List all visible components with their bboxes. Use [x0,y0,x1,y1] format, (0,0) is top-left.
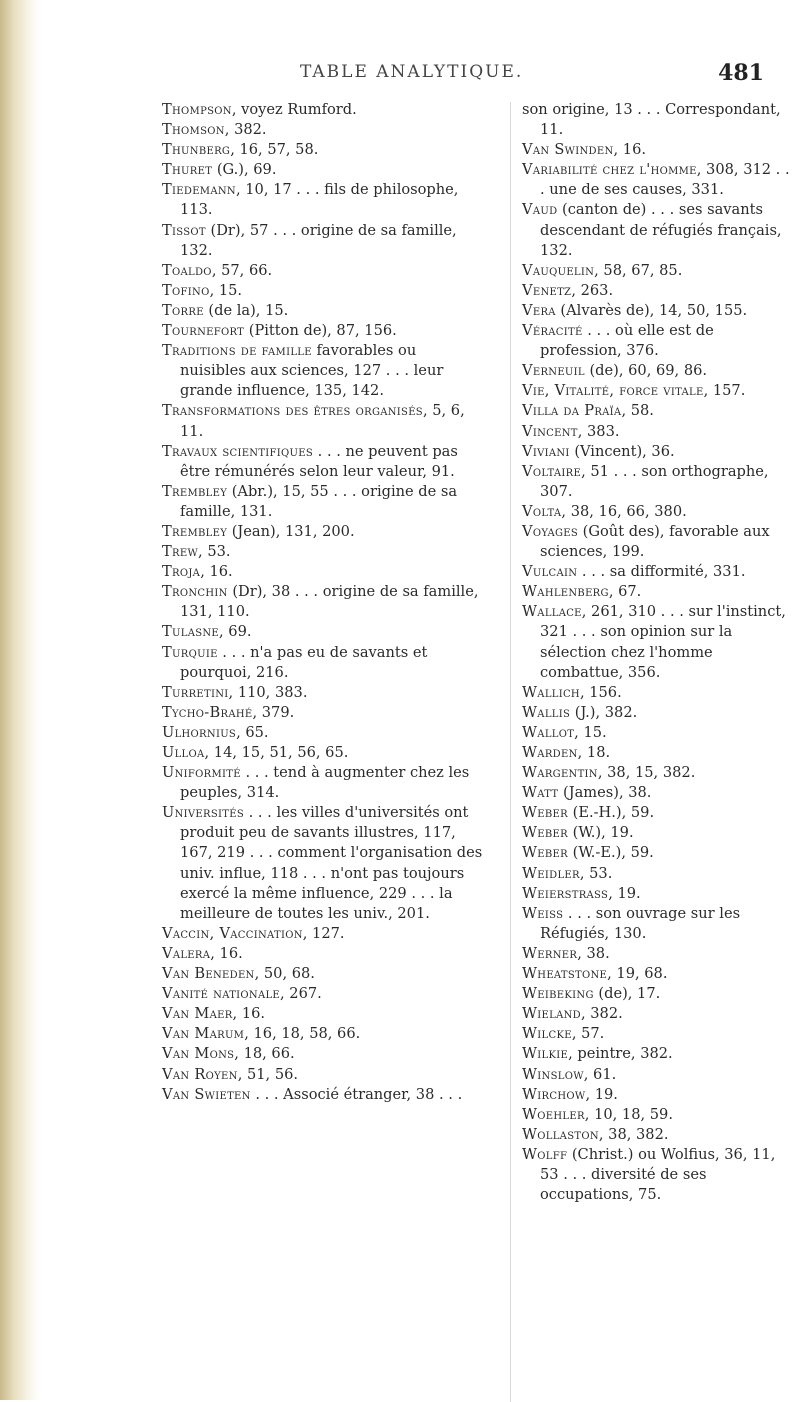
entry-heading: Tournefort [162,322,245,340]
index-entry [522,422,794,442]
entry-heading: Universités [162,804,244,822]
index-entry [522,884,794,904]
index-entry [162,281,484,301]
entry-references: . . . Associé étranger, 38 . . . [250,1085,463,1103]
entry-references: , voyez Rumford. [231,101,357,118]
index-entry [162,341,484,401]
entry-references: . . . tend à augmenter chez les peuples, 314. [180,764,470,802]
index-entry [522,843,794,863]
index-entry [522,1125,794,1145]
entry-references: (Jean), 131, 200. [227,522,355,540]
entry-heading: Vulcain [522,563,578,581]
index-entry [162,1024,484,1044]
index-entry [162,803,484,924]
entry-heading: Thomson [162,121,225,139]
entry-references: (Dr), 57 . . . origine de sa famille, 132. [180,221,457,259]
entry-references: , 16, 18, 58, 66. [244,1025,361,1043]
index-entry [522,502,794,522]
entry-heading: Van Maer [162,1005,233,1023]
entry-references: , 10, 17 . . . fils de philosophe, 113. [180,181,459,219]
index-entry [522,743,794,763]
index-entry [522,1044,794,1064]
entry-references: (J.), 382. [570,703,638,721]
index-entry [162,180,484,220]
index-entry [162,703,484,723]
index-entry [162,120,484,140]
entry-heading: Watt [522,784,559,802]
index-entry [522,964,794,984]
entry-references: , 382. [224,121,267,139]
entry-references: , 50, 68. [254,965,315,983]
entry-references: (de), 17. [593,985,661,1003]
index-entry [522,401,794,421]
entry-references: (E.-H.), 59. [567,804,655,822]
entry-heading: Transformations des êtres organisés [162,402,423,420]
entry-references: . . . où elle est de profession, 376. [540,322,714,360]
index-entry [522,1145,794,1205]
index-entry [522,1024,794,1044]
entry-references: , 69. [219,623,252,641]
entry-heading: Torre [162,301,204,319]
entry-references: , 383. [577,422,620,440]
index-entry [522,140,794,160]
entry-heading: Toaldo [162,261,212,279]
entry-heading: Wallis [522,703,571,721]
entry-heading: Wieland [522,1005,581,1023]
index-entry [522,381,794,401]
entry-heading: Tissot [162,221,206,239]
index-entry [162,301,484,321]
entry-heading: Wollaston [522,1125,599,1143]
entry-heading: Wilkie [522,1045,569,1063]
entry-references: (canton de) . . . ses savants descendant de réfugiés français, 132. [540,201,782,259]
entry-heading: Tulasne [162,623,220,641]
entry-references: , 53. [579,864,613,882]
index-entry [522,100,794,140]
index-entry [162,442,484,482]
entry-references: (James), 38. [558,784,652,802]
entry-heading: Venetz [522,281,572,299]
index-entry [522,783,794,803]
entry-references: , 16. [613,141,646,159]
entry-heading: Trembley [162,522,228,540]
entry-references: (Alvarès de), 14, 50, 155. [555,301,748,319]
entry-heading: Vie, Vitalité, force vitale [522,382,704,400]
index-entry [162,763,484,803]
entry-heading: Viviani [522,442,570,460]
entry-heading: Vincent [522,422,578,440]
entry-references: . . . n'a pas eu de savants et pourquoi, 216. [180,643,428,681]
index-column-right [522,100,794,1205]
entry-references: , 57, 66. [211,261,273,279]
entry-heading: Traditions de famille [162,342,312,360]
index-entry [522,864,794,884]
index-entry [522,1105,794,1125]
entry-references: (de la), 15. [203,301,289,319]
entry-heading: Voyages [522,522,579,540]
entry-heading: Tiedemann [162,181,236,199]
index-entry [162,542,484,562]
entry-references: , 5, 6, 11. [180,402,465,440]
index-entry [522,321,794,361]
entry-references: (de), 60, 69, 86. [584,362,708,380]
index-entry [162,1085,484,1105]
entry-heading: Ulhornius [162,723,237,741]
index-entry [162,321,484,341]
entry-references: , 15. [209,281,243,299]
index-entry [522,200,794,260]
entry-references: (W.), 19. [567,824,634,842]
entry-heading: Weber [522,844,568,862]
entry-heading: Wargentin [522,764,598,782]
entry-references: , 57. [571,1025,605,1043]
entry-references: , 38, 15, 382. [597,764,696,782]
entry-references: , 16. [210,944,243,962]
entry-references: , 18. [577,744,611,761]
index-entry [522,683,794,703]
index-entry [162,924,484,944]
entry-heading: Wolff [522,1145,568,1163]
page-number: 481 [718,60,764,86]
entry-heading: Weibeking [522,985,594,1003]
index-entry [162,743,484,763]
entry-heading: Voltaire [522,462,582,480]
entry-heading: Warden [522,744,578,761]
entry-references: , 16. [232,1005,266,1023]
entry-references: , peintre, 382. [568,1045,673,1063]
entry-heading: Werner [522,944,578,962]
entry-heading: Thompson [162,101,232,118]
entry-references: , 127. [302,924,345,942]
entry-references: , 18, 66. [234,1045,295,1063]
index-entry [522,582,794,602]
entry-heading: Wallace [522,603,582,621]
entry-heading: Wirchow [522,1085,586,1103]
entry-references: , 61. [583,1065,617,1083]
entry-heading: Variabilité chez l'homme [522,161,697,179]
entry-references: , 51 . . . son orthographe, 307. [540,462,769,500]
index-entry [522,1065,794,1085]
entry-heading: Woehler [522,1105,585,1123]
column-divider [510,102,511,1402]
entry-heading: Travaux scientifiques [162,442,314,460]
entry-heading: Weierstrass [522,884,609,902]
index-entry [522,703,794,723]
entry-heading: Valera [162,944,211,962]
entry-heading: Tronchin [162,583,228,601]
entry-references: , 157. [703,382,746,400]
entry-heading: Uniformité [162,764,241,782]
index-entry [522,522,794,562]
index-entry [162,582,484,622]
entry-references: , 38, 16, 66, 380. [561,502,687,520]
index-entry [162,140,484,160]
entry-heading: Vaud [522,201,558,219]
entry-heading: Wahlenberg [522,583,609,601]
index-entry [522,301,794,321]
entry-heading: Vanité nationale [162,985,281,1003]
entry-references: , 16, 57, 58. [230,141,319,159]
index-entry [162,1065,484,1085]
entry-references: favorables ou nuisibles aux sciences, 127 . . . leur grande influence, 135, 142. [180,342,444,400]
entry-references: , 382. [580,1005,623,1023]
entry-references: , 267. [280,985,322,1003]
entry-references: , 38. [577,944,610,962]
entry-heading: Verneuil [522,362,585,380]
book-spine-shadow [0,0,40,1400]
index-entry [162,482,484,522]
index-entry [522,1004,794,1024]
index-entry [522,261,794,281]
entry-heading: Weidler [522,864,580,882]
running-header: TABLE ANALYTIQUE. [300,62,524,82]
index-entry [522,281,794,301]
entry-heading: Van Swinden [522,141,614,159]
entry-references: , 379. [252,703,295,721]
entry-references: , 263. [571,281,614,299]
entry-heading: Van Mons [162,1045,235,1063]
index-entry [522,803,794,823]
index-entry [162,643,484,683]
index-entry [162,1044,484,1064]
entry-heading: Ulloa [162,744,205,761]
entry-references: , 16. [200,563,233,581]
index-entry [522,462,794,502]
index-entry [522,361,794,381]
entry-references: , 38, 382. [598,1125,669,1143]
index-entry [522,763,794,783]
entry-references: . . . sa difformité, 331. [577,563,746,581]
index-entry [522,723,794,743]
entry-heading: Van Marum [162,1025,245,1043]
entry-references: (G.), 69. [212,161,277,179]
entry-heading: Weber [522,804,568,822]
entry-references: , 110, 383. [228,683,308,701]
entry-references: , 156. [579,683,622,701]
index-entry [162,401,484,441]
entry-references: (Christ.) ou Wolfius, 36, 11, 53 . . . diversité de ses occupations, 75. [540,1145,776,1204]
entry-heading: Vera [522,301,556,319]
entry-references: , 53. [198,543,231,561]
entry-references: (Vincent), 36. [569,442,675,460]
index-entry [162,964,484,984]
entry-heading: Van Beneden [162,965,255,983]
entry-references: . . . son ouvrage sur les Réfugiés, 130. [540,904,741,942]
entry-heading: Van Royen [162,1065,238,1083]
index-entry [162,221,484,261]
entry-heading: Troja [162,563,201,581]
entry-heading: Winslow [522,1065,584,1083]
index-entry [162,683,484,703]
entry-references: (W.-E.), 59. [567,844,654,862]
entry-heading: Thunberg [162,141,231,159]
entry-references: (Goût des), favorable aux sciences, 199. [540,522,770,561]
entry-references: , 14, 15, 51, 56, 65. [204,744,349,761]
entry-heading: Trembley [162,482,228,500]
index-entry [162,261,484,281]
entry-heading: Véracité [522,322,583,340]
entry-heading: Wallich [522,683,580,701]
entry-references: (Abr.), 15, 55 . . . origine de sa famille, 131. [180,482,458,520]
index-entry [162,723,484,743]
entry-references: , 308, 312 . . . une de ses causes, 331. [540,161,790,199]
entry-references: , 19. [585,1085,618,1103]
index-entry [162,984,484,1004]
entry-references: (Dr), 38 . . . origine de sa famille, 131, 110. [180,583,479,621]
index-column-left [162,100,484,1105]
index-entry [522,984,794,1004]
entry-references: , 261, 310 . . . sur l'instinct, 321 . . . son opinion sur la sélection chez l'homme combattue, 356. [540,603,786,681]
entry-heading: Volta [522,502,562,520]
index-entry [522,944,794,964]
entry-heading: Wilcke [522,1025,572,1043]
entry-heading: Wheatstone [522,965,608,983]
entry-heading: Van Swieten [162,1085,251,1103]
index-entry [162,160,484,180]
entry-heading: Turquie [162,643,218,661]
entry-heading: Trew [162,543,199,561]
entry-heading: Weiss [522,904,564,922]
entry-references: . . . les villes d'universités ont produit peu de savants illustres, 117, 167, 219 . . . comment l'organisation des univ. influe, 118 . . . n'ont pas toujours exercé la même influence, 229 . . . la meilleure de toutes les univ., 201. [180,804,483,922]
entry-heading: Vauquelin [522,261,595,279]
entry-references: , 15. [574,723,607,741]
index-entry [522,1085,794,1105]
index-entry [162,562,484,582]
entry-references: , 65. [236,723,269,741]
entry-heading: Tycho-Brahé [162,703,253,721]
index-entry [522,562,794,582]
index-entry [162,944,484,964]
entry-references: , 51, 56. [237,1065,299,1083]
entry-references: , 67. [608,583,642,601]
entry-references: , 19, 68. [607,965,668,983]
entry-references: . . . ne peuvent pas être rémunérés selon leur valeur, 91. [180,442,458,480]
index-entry [162,1004,484,1024]
entry-heading: Turretini [162,683,229,701]
entry-heading: Vaccin, Vaccination [162,924,303,942]
index-entry [522,602,794,682]
index-entry [522,160,794,200]
entry-heading: Villa da Praïa [522,402,622,420]
entry-references: , 19. [608,884,641,902]
entry-references: son origine, 13 . . . Correspondant, 11. [522,101,781,139]
index-entry [522,442,794,462]
entry-heading: Thuret [162,161,213,179]
index-entry [522,823,794,843]
entry-heading: Wallot [522,723,575,741]
index-entry [162,522,484,542]
entry-references: , 58. [621,402,654,420]
entry-references: , 10, 18, 59. [584,1105,673,1123]
index-entry [522,904,794,944]
entry-references: , 58, 67, 85. [594,261,683,279]
index-entry [162,622,484,642]
index-entry [162,100,484,120]
entry-heading: Weber [522,824,568,842]
entry-references: (Pitton de), 87, 156. [244,322,397,340]
entry-heading: Tofino [162,281,210,299]
